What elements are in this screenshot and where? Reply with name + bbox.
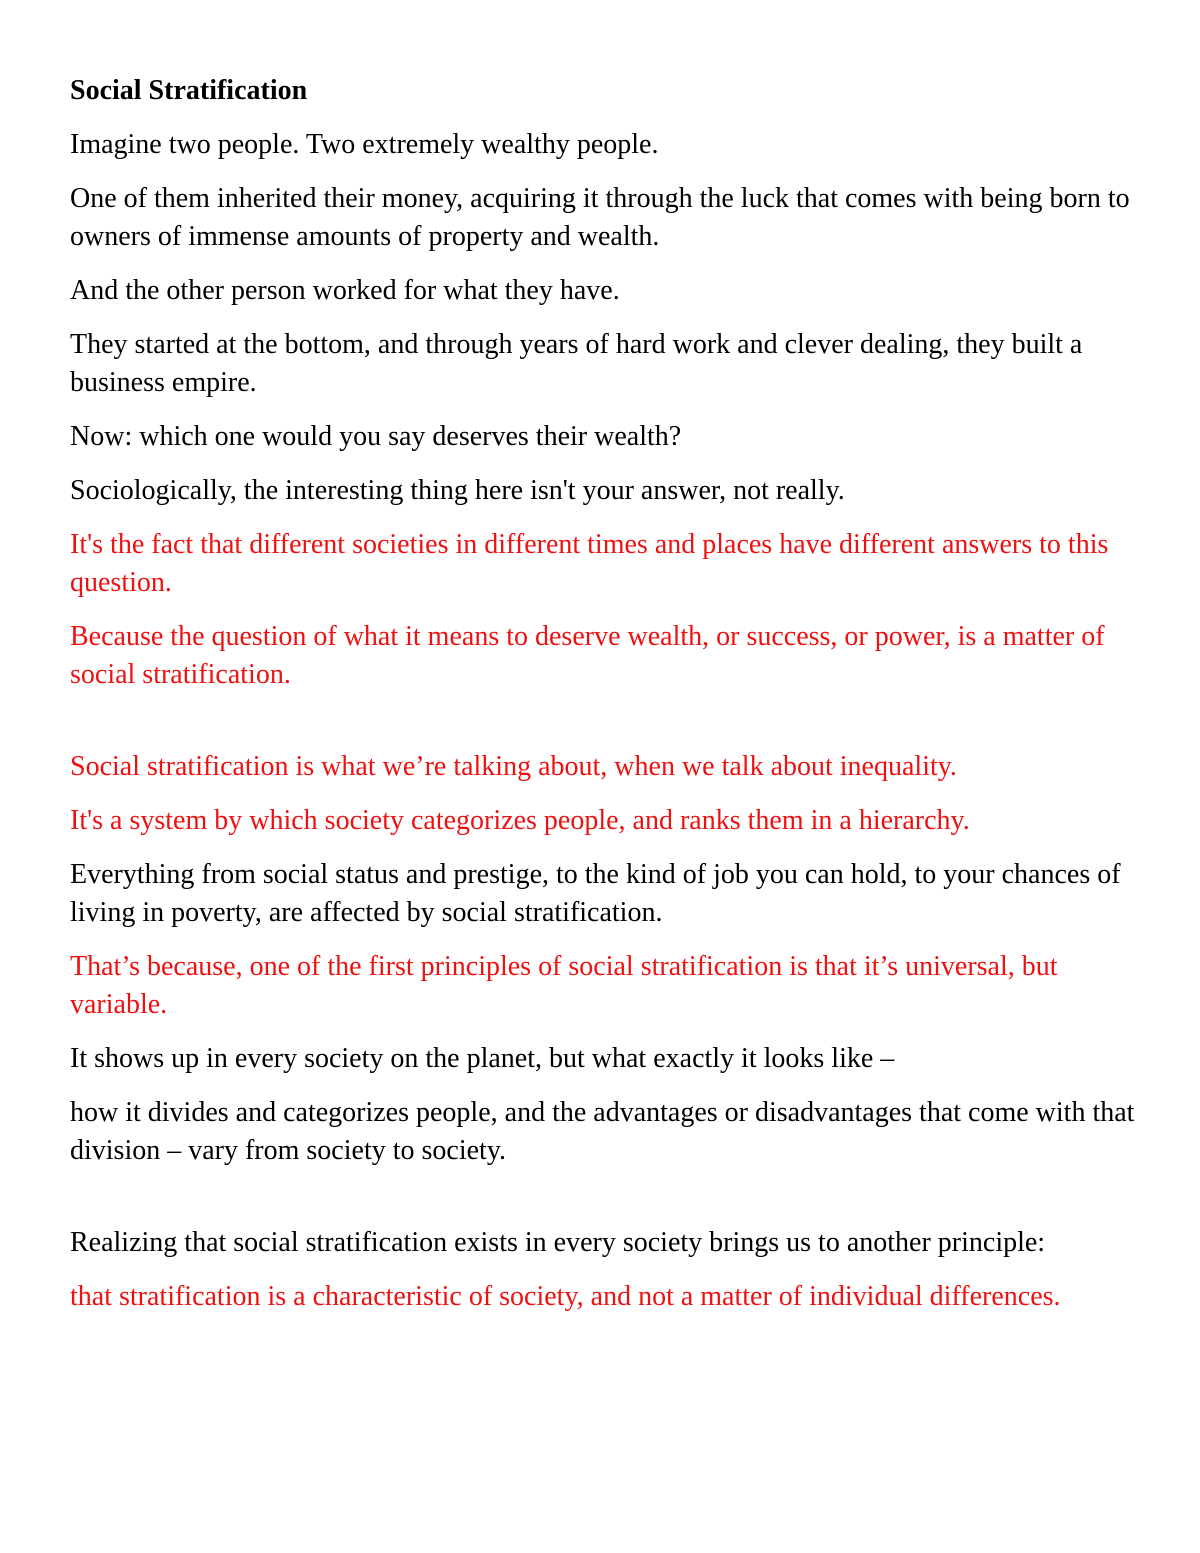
paragraph: It shows up in every society on the planet, but what exactly it looks like – (70, 1043, 895, 1074)
highlighted-paragraph: that stratification is a characteristic of society, and not a matter of individual differences. (70, 1281, 1061, 1312)
document-title: Social Stratification (70, 75, 308, 106)
highlighted-paragraph: It's the fact that different societies in different times and places have different answers to this question. (70, 529, 1109, 598)
paragraph: how it divides and categorizes people, and the advantages or disadvantages that come with that division – vary from society to society. (70, 1097, 1135, 1166)
paragraph: Imagine two people. Two extremely wealthy people. (70, 129, 659, 160)
paragraph: Sociologically, the interesting thing here isn't your answer, not really. (70, 475, 845, 506)
blank-line (70, 1186, 1138, 1224)
paragraph: Now: which one would you say deserves their wealth? (70, 421, 682, 452)
paragraph: And the other person worked for what they have. (70, 275, 620, 306)
highlighted-paragraph: Because the question of what it means to deserve wealth, or success, or power, is a matter of social stratification. (70, 621, 1105, 690)
paragraph: They started at the bottom, and through years of hard work and clever dealing, they built a business empire. (70, 329, 1083, 398)
paragraph: One of them inherited their money, acquiring it through the luck that comes with being born to owners of immense amounts of property and wealth. (70, 183, 1130, 252)
paragraph: Realizing that social stratification exists in every society brings us to another principle: (70, 1227, 1046, 1258)
paragraph: Everything from social status and prestige, to the kind of job you can hold, to your chances of living in poverty, are affected by social stratification. (70, 859, 1121, 928)
blank-line (70, 710, 1138, 748)
document-body (70, 72, 1138, 1332)
highlighted-paragraph: It's a system by which society categorizes people, and ranks them in a hierarchy. (70, 805, 970, 836)
highlighted-paragraph: That’s because, one of the first principles of social stratification is that it’s universal, but variable. (70, 951, 1058, 1020)
highlighted-paragraph: Social stratification is what we’re talking about, when we talk about inequality. (70, 751, 957, 782)
